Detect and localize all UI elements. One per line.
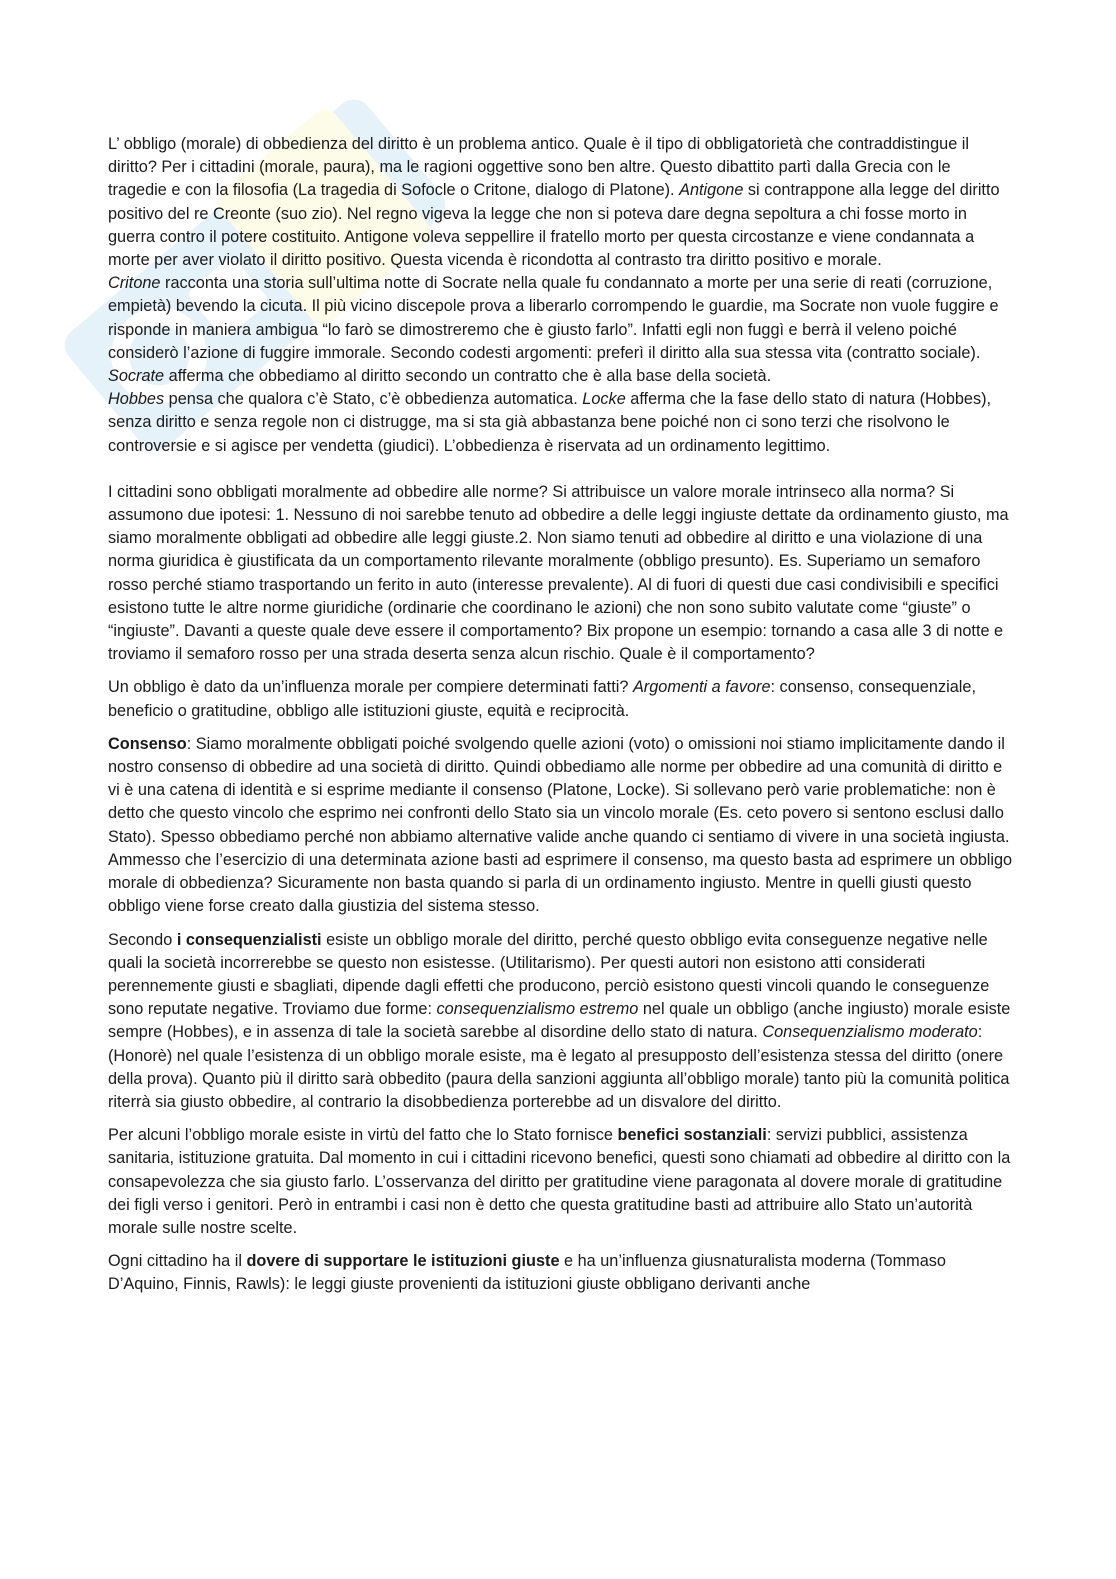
spacer	[108, 723, 1013, 733]
paragraph-consequenzialisti: Secondo i consequenzialisti esiste un obbligo morale del diritto, perché questo obbligo evita conseguenze negative nelle quali la società incorrerebbe se questo non esistesse. (Utilitarismo). Per questi autori non esistono atti considerati perennemente giusti e sbagliati, dipende dagli effetti che producono, perciò esistono questi vincoli quando le conseguenze sono reputate negative. Troviamo due forme: consequenzialismo estremo nel quale un obbligo (anche ingiusto) morale esiste sempre (Hobbes), e in assenza di tale la società sarebbe al disordine dello stato di natura. Consequenzialismo moderato: (Honorè) nel quale l’esistenza di un obbligo morale esiste, ma è legato al presupposto dell’esistenza stessa del diritto (onere della prova). Quanto più il diritto sarà obbedito (paura della sanzioni aggiunta all’obbligo morale) tanto più la comunità politica riterrà sia giusto obbedire, al contrario la disobbedienza porterebbe ad un disvalore del diritto.	[108, 930, 1011, 1111]
emphasis-locke: Locke	[582, 390, 626, 409]
paragraph-benefici: Per alcuni l’obbligo morale esiste in virtù del fatto che lo Stato fornisce benefici sostanziali: servizi pubblici, assistenza sanitaria, istituzione gratuita. Dal momento in cui i cittadini ricevono benefici, questi sono chiamati ad obbedire al diritto con la consapevolezza che sia giusto farlo. L’osservanza del diritto per gratitudine viene paragonata al dovere morale di gratitudine dei figli verso i genitori. Però in entrambi i casi non è detto che questa gratitudine basti ad attribuire allo Stato un’autorità morale sulle nostre scelte.	[108, 1126, 1011, 1237]
paragraph-obligation-question: I cittadini sono obbligati moralmente ad obbedire alle norme? Si attribuisce un valore morale intrinseco alla norma? Si assumono due ipotesi: 1. Nessuno di noi sarebbe tenuto ad obbedire a delle leggi ingiuste dettate da ordinamento giusto, ma siamo moralmente obbligati ad obbedire alle leggi giuste.2. Non siamo tenuti ad obbedire al diritto e una violazione di una norma giuridica è giustificata da un comportamento rilevante moralmente (obbligo presunto). Es. Superiamo un semaforo rosso perché stiamo trasportando un ferito in auto (interesse prevalente). Al di fuori di questi due casi condivisibili e specifici esistono tutte le altre norme giuridiche (ordinarie che coordinano le azioni) che non sono subito valutate come “giuste” o “ingiuste”. Davanti a queste quale deve essere il comportamento? Bix propone un esempio: tornando a casa alle 3 di notte e troviamo il semaforo rosso per una strada deserta senza alcun rischio. Quale è il comportamento?	[108, 482, 1009, 664]
emphasis-estremo: consequenzialismo estremo	[436, 1000, 639, 1019]
emphasis-socrate: Socrate	[108, 367, 165, 386]
spacer	[108, 919, 1013, 929]
emphasis-antigone: Antigone	[679, 181, 744, 200]
spacer	[108, 458, 1013, 481]
paragraph-istituzioni: Ogni cittadino ha il dovere di supportare le istituzioni giuste e ha un’influenza giusnaturalista moderna (Tommaso D’Aquino, Finnis, Rawls): le leggi giuste provenienti da istituzioni giuste obbligano derivanti anche	[108, 1252, 946, 1294]
emphasis-moderato: Consequenzialismo moderato	[762, 1023, 978, 1042]
paragraph-hobbes-locke: Hobbes pensa che qualora c’è Stato, c’è obbedienza automatica. Locke afferma che la fase dello stato di natura (Hobbes), senza diritto e senza regole non ci distrugge, ma si sta già abbastanza bene poiché non ci sono terzi che risolvono le controversie e si agisce per vendetta (giudici). L’obbedienza è riservata ad un ordinamento legittimo.	[108, 390, 992, 455]
spacer	[108, 1114, 1013, 1124]
spacer	[108, 666, 1013, 676]
emphasis-hobbes: Hobbes	[108, 390, 165, 409]
bold-istituzioni: dovere di supportare le istituzioni giuste	[246, 1252, 560, 1271]
emphasis-argomenti: Argomenti a favore	[632, 678, 771, 697]
spacer	[108, 1240, 1013, 1250]
emphasis-critone: Critone	[108, 274, 161, 293]
paragraph-critone: Critone racconta una storia sull’ultima notte di Socrate nella quale fu condannato a morte per una serie di reati (corruzione, empietà) bevendo la cicuta. Il più vicino discepole prova a liberarlo corrompendo le guardie, ma Socrate non vuole fuggire e risponde in maniera ambigua “lo farò se dimostreremo che è giusto farlo”. Infatti egli non fuggì e berrà il veleno poiché considerò l’azione di fuggire immorale. Secondo codesti argomenti: preferì il diritto alla sua stessa vita (contratto sociale). Socrate afferma che obbediamo al diritto secondo un contratto che è alla base della società.	[108, 274, 999, 386]
paragraph-consenso: Consenso: Siamo moralmente obbligati poiché svolgendo quelle azioni (voto) o omissioni noi stiamo implicitamente dando il nostro consenso di obbedire ad una società di diritto. Quindi obbediamo alle norme per obbedire ad una comunità di diritto e vi è una catena di identità e si esprime mediante il consenso (Platone, Locke). Si sollevano però varie problematiche: non è detto che questo vincolo che esprimo nei confronti dello Stato sia un vincolo morale (Es. ceto povero si sentono esclusi dallo Stato). Spesso obbediamo perché non abbiamo alternative valide anche quando ci sentiamo di vivere in una società ingiusta. Ammesso che l’esercizio di una determinata azione basti ad esprimere il consenso, ma questo basta ad esprimere un obbligo morale di obbedienza? Sicuramente non basta quando si parla di un ordinamento ingiusto. Mentre in quelli giusti questo obbligo viene forse creato dalla giustizia del sistema stesso.	[108, 734, 1013, 916]
bold-consequenzialisti: i consequenzialisti	[176, 930, 322, 949]
document-page	[108, 133, 1013, 1297]
bold-consenso: Consenso	[108, 734, 187, 753]
paragraph-intro: L’ obbligo (morale) di obbedienza del diritto è un problema antico. Quale è il tipo di obbligatorietà che contraddistingue il diritto? Per i cittadini (morale, paura), ma le ragioni oggettive sono ben altre. Questo dibattito partì dalla Grecia con le tragedie e con la filosofia (La tragedia di Sofocle o Critone, dialogo di Platone). Antigone si contrappone alla legge del diritto positivo del re Creonte (suo zio). Nel regno vigeva la legge che non si poteva dare degna sepoltura a chi fosse morto in guerra contro il potere costituito. Antigone voleva seppellire il fratello morto per questa circostanze e viene condannata a morte per aver violato il diritto positivo. Questa vicenda è ricondotta al contrasto tra diritto positivo e morale.	[108, 135, 1000, 270]
bold-benefici: benefici sostanziali	[617, 1126, 767, 1145]
paragraph-arguments: Un obbligo è dato da un’influenza morale per compiere determinati fatti? Argomenti a favore: consenso, consequenziale, beneficio o gratitudine, obbligo alle istituzioni giuste, equità e reciprocità.	[108, 678, 976, 720]
